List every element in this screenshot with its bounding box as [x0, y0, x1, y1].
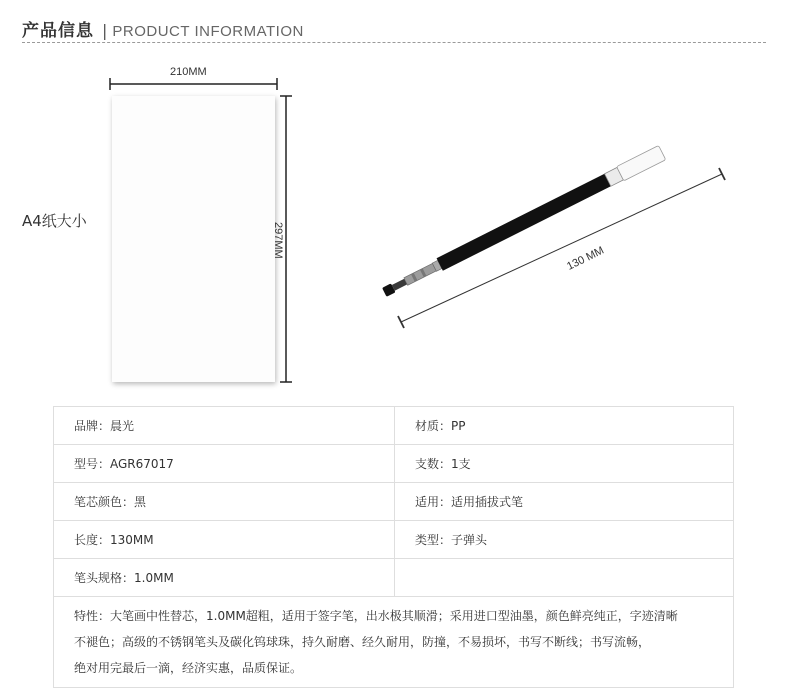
table-row [54, 483, 734, 521]
features-line-2: 不褪色；高级的不锈钢笔头及碳化钨球珠，持久耐磨、经久耐用，防撞，不易损坏，书写不断线；书写流畅， [74, 635, 651, 649]
spec-model: 型号：AGR67017 [54, 445, 395, 483]
title-separator: | [102, 21, 108, 40]
paper-width-label: 210MM [170, 66, 207, 78]
table-row [54, 597, 734, 688]
spec-tip-size: 笔头规格：1.0MM [54, 559, 395, 597]
spec-ink-color: 笔芯颜色：黑 [54, 483, 395, 521]
spec-type: 类型：子弹头 [395, 521, 734, 559]
spec-empty-cell [395, 559, 734, 597]
spec-count: 支数：1支 [395, 445, 734, 483]
length-dimension-line [398, 168, 725, 328]
features-line-3: 绝对用完最后一滴，经济实惠，品质保证。 [74, 661, 303, 675]
table-row [54, 559, 734, 597]
spec-suitable: 适用：适用插拔式笔 [395, 483, 734, 521]
spec-features [54, 597, 734, 688]
table-row [54, 521, 734, 559]
spec-brand: 品牌：晨光 [54, 407, 395, 445]
table-row [54, 407, 734, 445]
spec-table [53, 406, 734, 688]
section-title-en: PRODUCT INFORMATION [112, 23, 304, 40]
section-title-cn: 产品信息 [22, 21, 94, 41]
spec-length: 长度：130MM [54, 521, 395, 559]
features-line-1: 特性：大笔画中性替芯，1.0MM超粗，适用于签字笔，出水极其顺滑；采用进口型油墨，颜色鲜亮纯正，字迹清晰 [74, 609, 678, 623]
width-dimension-line [110, 78, 277, 90]
paper-height-label: 297MM [272, 222, 284, 259]
table-row [54, 445, 734, 483]
a4-size-label: A4纸大小 [22, 212, 87, 230]
spec-material: 材质：PP [395, 407, 734, 445]
refill-length-label: 130 MM [565, 244, 606, 273]
pen-refill-image [381, 145, 666, 299]
